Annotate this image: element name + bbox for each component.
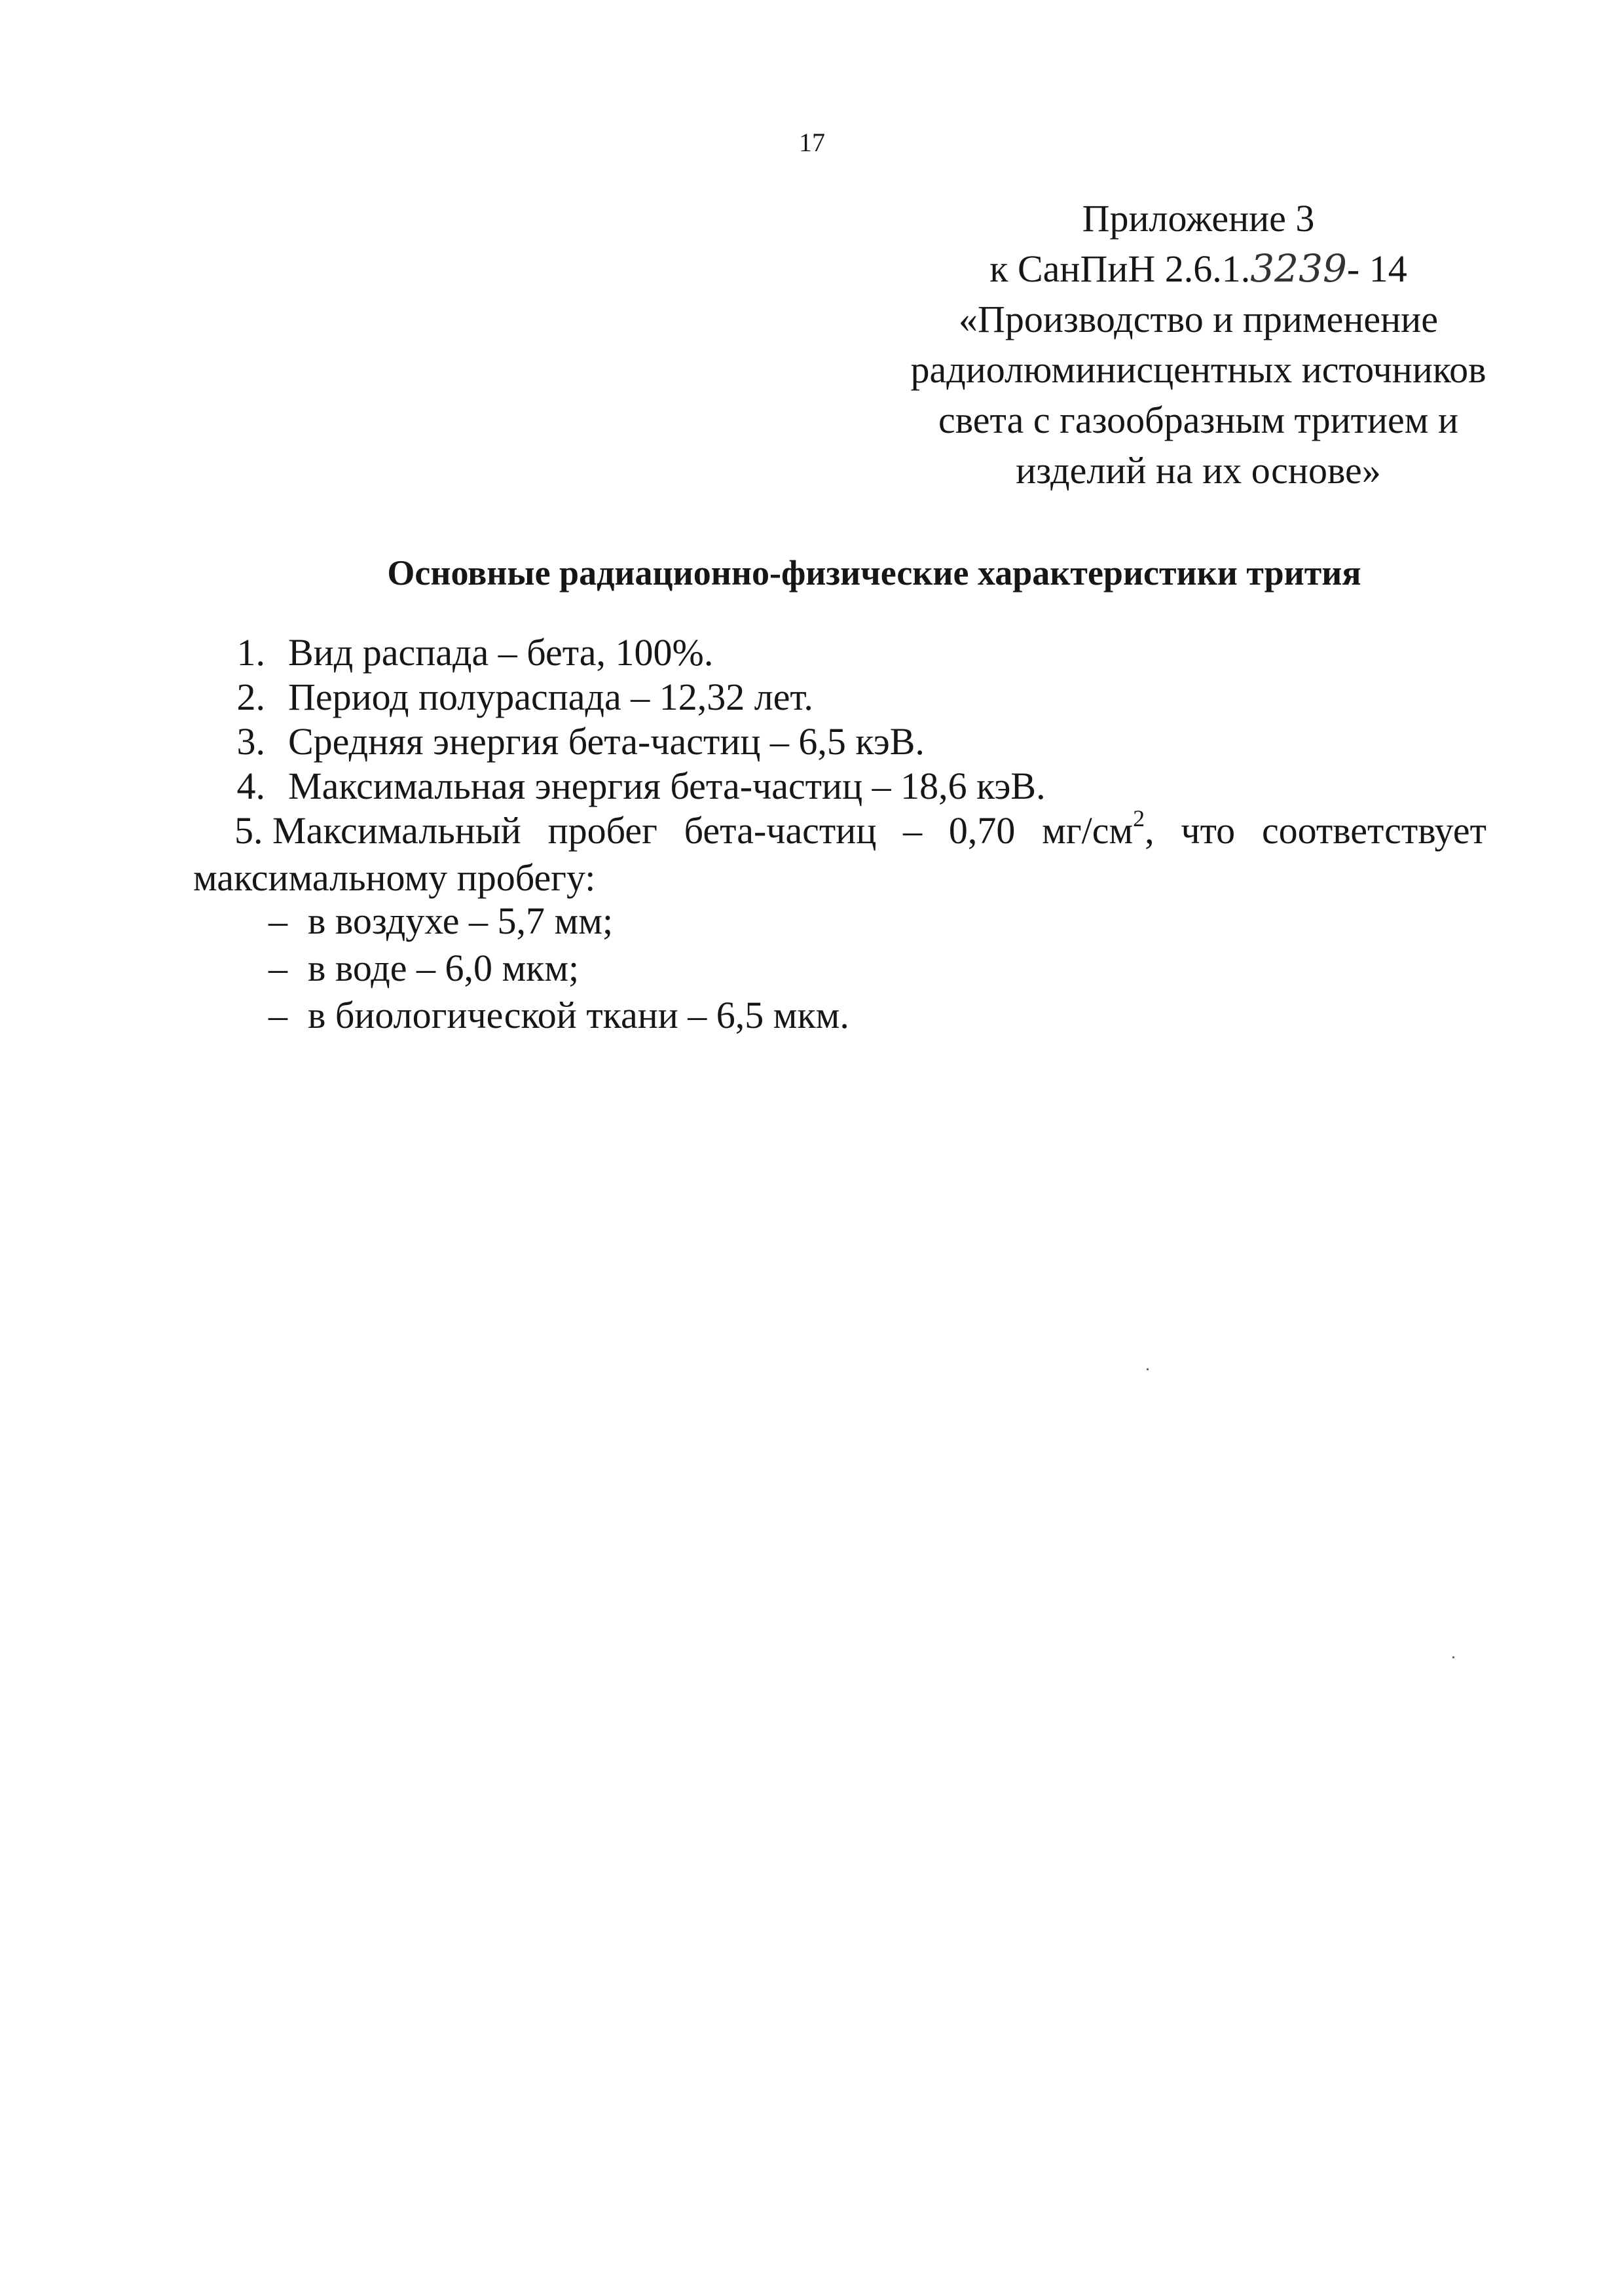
dash-bullet: – xyxy=(268,900,287,942)
document-title-line-1: «Производство и применение xyxy=(959,298,1438,340)
sanpin-suffix: - 14 xyxy=(1346,247,1407,290)
document-title-line-3: света с газообразным тритием и xyxy=(938,399,1459,441)
unit-with-superscript xyxy=(1042,807,1154,854)
sub-item-text: в воздухе – 5,7 мм; xyxy=(308,900,614,942)
superscript: 2 xyxy=(1133,805,1145,831)
sanpin-reference xyxy=(871,244,1526,294)
handwritten-document-number: 3239 xyxy=(1250,246,1347,291)
item-text: Период полураспада – 12,32 лет. xyxy=(288,676,813,718)
list-item-1 xyxy=(0,629,1624,676)
item-number: 5. xyxy=(234,809,263,852)
section-title: Основные радиационно-физические характеристики трития xyxy=(387,553,1361,592)
item-5-first-line xyxy=(193,807,1486,854)
dash-bullet: – xyxy=(268,947,287,989)
list-item-2 xyxy=(0,674,1624,721)
item-number: 4. xyxy=(236,765,265,807)
appendix-label: Приложение 3 xyxy=(1082,197,1315,240)
item-number: 2. xyxy=(236,676,265,718)
item-word: Максимальный xyxy=(272,809,521,852)
item-word: что xyxy=(1181,809,1236,852)
scan-speck xyxy=(1147,1368,1149,1370)
sub-item-text: в биологической ткани – 6,5 мкм. xyxy=(308,994,849,1036)
sub-item-air xyxy=(268,898,613,945)
item-word: – xyxy=(903,809,923,852)
item-word: соответствует xyxy=(1261,809,1486,852)
sub-item-water xyxy=(268,945,579,992)
sub-item-tissue xyxy=(268,992,849,1039)
item-word: бета-частиц xyxy=(684,809,877,852)
item-number: 3. xyxy=(236,720,265,763)
list-item-5 xyxy=(193,807,1486,902)
appendix-header xyxy=(871,193,1526,496)
document-title-line-4: изделий на их основе» xyxy=(1016,449,1381,492)
item-word: 0,70 xyxy=(948,809,1016,852)
list-item-3 xyxy=(0,718,1624,765)
item-number: 1. xyxy=(236,631,265,674)
item-text: Вид распада – бета, 100%. xyxy=(288,631,714,674)
item-5-continuation: максимальному пробегу: xyxy=(193,856,596,899)
item-text: Средняя энергия бета-частиц – 6,5 кэВ. xyxy=(288,720,925,763)
scan-speck xyxy=(1452,1656,1454,1658)
unit-comma: , xyxy=(1145,809,1154,852)
dash-bullet: – xyxy=(268,994,287,1036)
unit-text: мг/см xyxy=(1042,809,1134,852)
document-title-line-2: радиолюминисцентных источников xyxy=(910,348,1486,391)
item-text: Максимальная энергия бета-частиц – 18,6 кэВ. xyxy=(288,765,1046,807)
item-word: пробег xyxy=(547,809,657,852)
sub-item-text: в воде – 6,0 мкм; xyxy=(308,947,580,989)
list-item-4 xyxy=(0,763,1624,810)
page-number: 17 xyxy=(799,128,825,157)
sanpin-prefix: к СанПиН 2.6.1. xyxy=(989,247,1251,290)
